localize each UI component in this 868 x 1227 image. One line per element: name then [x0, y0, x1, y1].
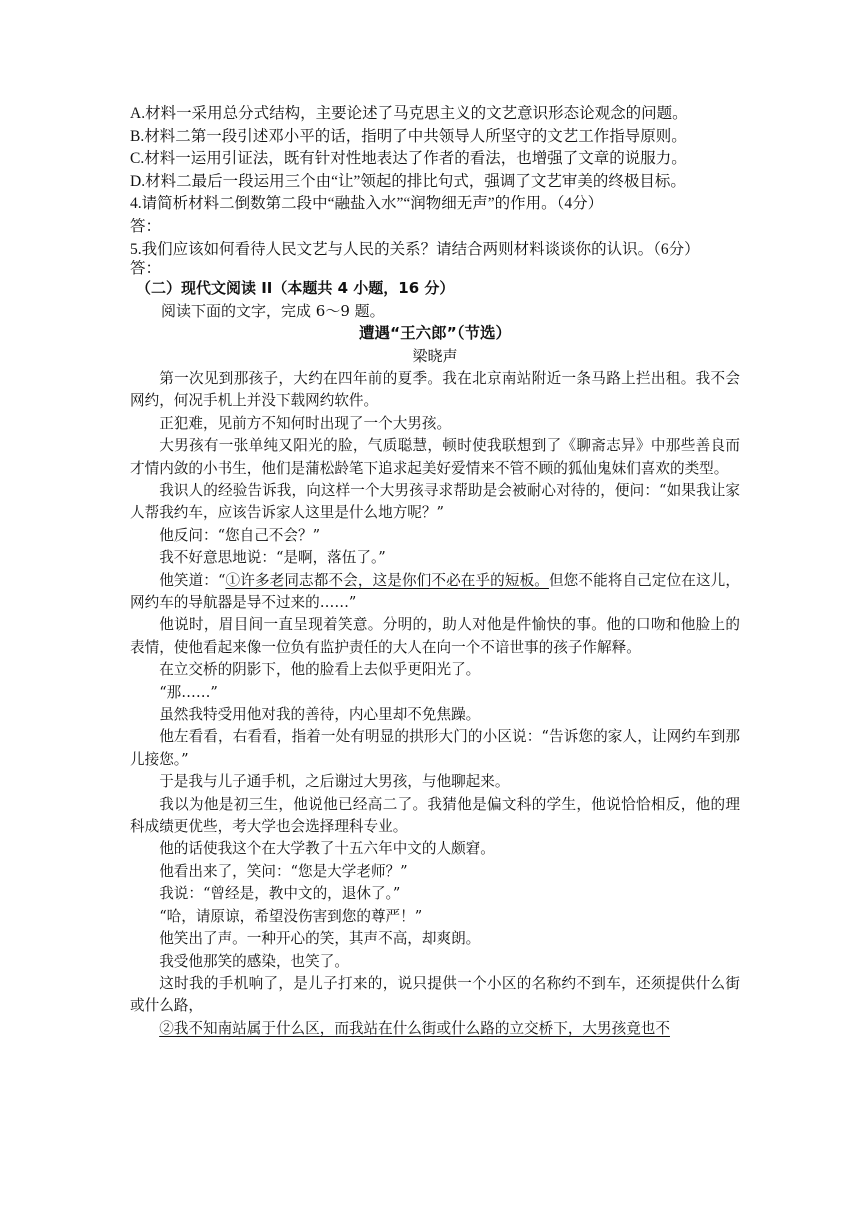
paragraph: 他说时，眉目间一直呈现着笑意。分明的，助人对他是件愉快的事。他的口吻和他脸上的表情，使他看起来像一位负有监护责任的大人在向一个不谙世事的孩子作解释。: [130, 616, 740, 656]
paragraph: 我受他那笑的感染，也笑了。: [159, 952, 349, 970]
paragraph: 于是我与儿子通手机，之后谢过大男孩，与他聊起来。: [159, 773, 510, 791]
answer-label-4: 答：: [130, 217, 162, 235]
text-segment: 他笑道：“: [159, 571, 226, 589]
underlined-sentence-2: ②我不知南站属于什么区，而我站在什么街或什么路的立交桥下，大男孩竟也不: [159, 1019, 670, 1037]
paragraph: “那……”: [159, 683, 218, 701]
underlined-sentence-1: ①许多老同志都不会，这是你们不必在乎的短板。: [225, 571, 549, 589]
section-instruction: 阅读下面的文字，完成 6～9 题。: [161, 301, 385, 320]
paragraph: 我识人的经验告诉我，向这样一个大男孩寻求帮助是会被耐心对待的，便问：“如果我让家人帮我约车，应该告诉家人这里是什么地方呢？”: [130, 481, 740, 522]
paragraph: 他的话使我这个在大学教了十五六年中文的人颇窘。: [159, 840, 495, 858]
paragraph: 在立交桥的阴影下，他的脸看上去似乎更阳光了。: [159, 661, 481, 679]
article-title: 遭遇“王六郎”（节选）: [358, 324, 512, 343]
paragraph: 正犯难，见前方不知何时出现了一个大男孩。: [159, 414, 452, 432]
paragraph: 这时我的手机响了，是儿子打来的，说只提供一个小区的名称约不到车，还须提供什么街或什么路，: [130, 974, 740, 1015]
paragraph: 虽然我特受用他对我的善待，内心里却不免焦躁。: [159, 706, 481, 724]
paragraph: 大男孩有一张单纯又阳光的脸，气质聪慧，顿时使我联想到了《聊斋志异》中那些善良而才情内敛的小书生，他们是蒲松龄笔下追求起美好爱情来不管不顾的狐仙鬼妹们喜欢的类型。: [130, 437, 740, 477]
paragraph: “哈，请原谅，希望没伤害到您的尊严！”: [159, 907, 423, 925]
paragraph: 他左看看，右看看，指着一处有明显的拱形大门的小区说：“告诉您的家人，让网约车到那儿接您。”: [130, 728, 740, 768]
answer-label-5: 答：: [130, 260, 162, 278]
paragraph: 他反问：“您自己不会？”: [159, 526, 321, 544]
article-author: 梁晓声: [412, 347, 458, 366]
text-segment: 但您不能将自己定位在这儿，网约车的导航器是导不过来的……”: [130, 571, 740, 611]
exam-page: [130, 103, 740, 1040]
paragraph-underlined-1: [130, 570, 740, 615]
option-d: D.材料二最后一段运用三个由“让”领起的排比句式，强调了文艺审美的终极目标。: [130, 172, 686, 190]
paragraph: 我说：“曾经是，教中文的，退休了。”: [159, 885, 401, 903]
option-c: C.材料一运用引证法，既有针对性地表达了作者的看法，也增强了文章的说服力。: [130, 150, 687, 168]
paragraph-underlined-2: [130, 1018, 740, 1040]
paragraph: 我不好意思地说：“是啊，落伍了。”: [159, 549, 386, 567]
paragraph: 他看出来了，笑问：“您是大学老师？”: [159, 862, 408, 880]
option-a: A.材料一采用总分式结构，主要论述了马克思主义的文艺意识形态论观念的问题。: [130, 105, 688, 122]
paragraph: 我以为他是初三生，他说他已经高二了。我猜他是偏文科的学生，他说恰恰相反，他的理科成绩更优些，考大学也会选择理科专业。: [130, 795, 740, 836]
paragraph: 他笑出了声。一种开心的笑，其声不高，却爽朗。: [159, 930, 481, 948]
option-b: B.材料二第一段引述邓小平的话，指明了中共领导人所坚守的文艺工作指导原则。: [130, 127, 687, 145]
paragraph: 第一次见到那孩子，大约在四年前的夏季。我在北京南站附近一条马路上拦出租。我不会网约，何况手机上并没下载网约软件。: [130, 369, 740, 410]
question-5: 5.我们应该如何看待人民文艺与人民的关系？请结合两则材料谈谈你的认识。（6分）: [130, 240, 700, 258]
article-body: [130, 368, 740, 1040]
section-heading: （二）现代文阅读 II（本题共 4 小题，16 分）: [136, 279, 455, 298]
question-4: 4.请简析材料二倒数第二段中“融盐入水”“润物细无声”的作用。（4分）: [130, 195, 604, 213]
